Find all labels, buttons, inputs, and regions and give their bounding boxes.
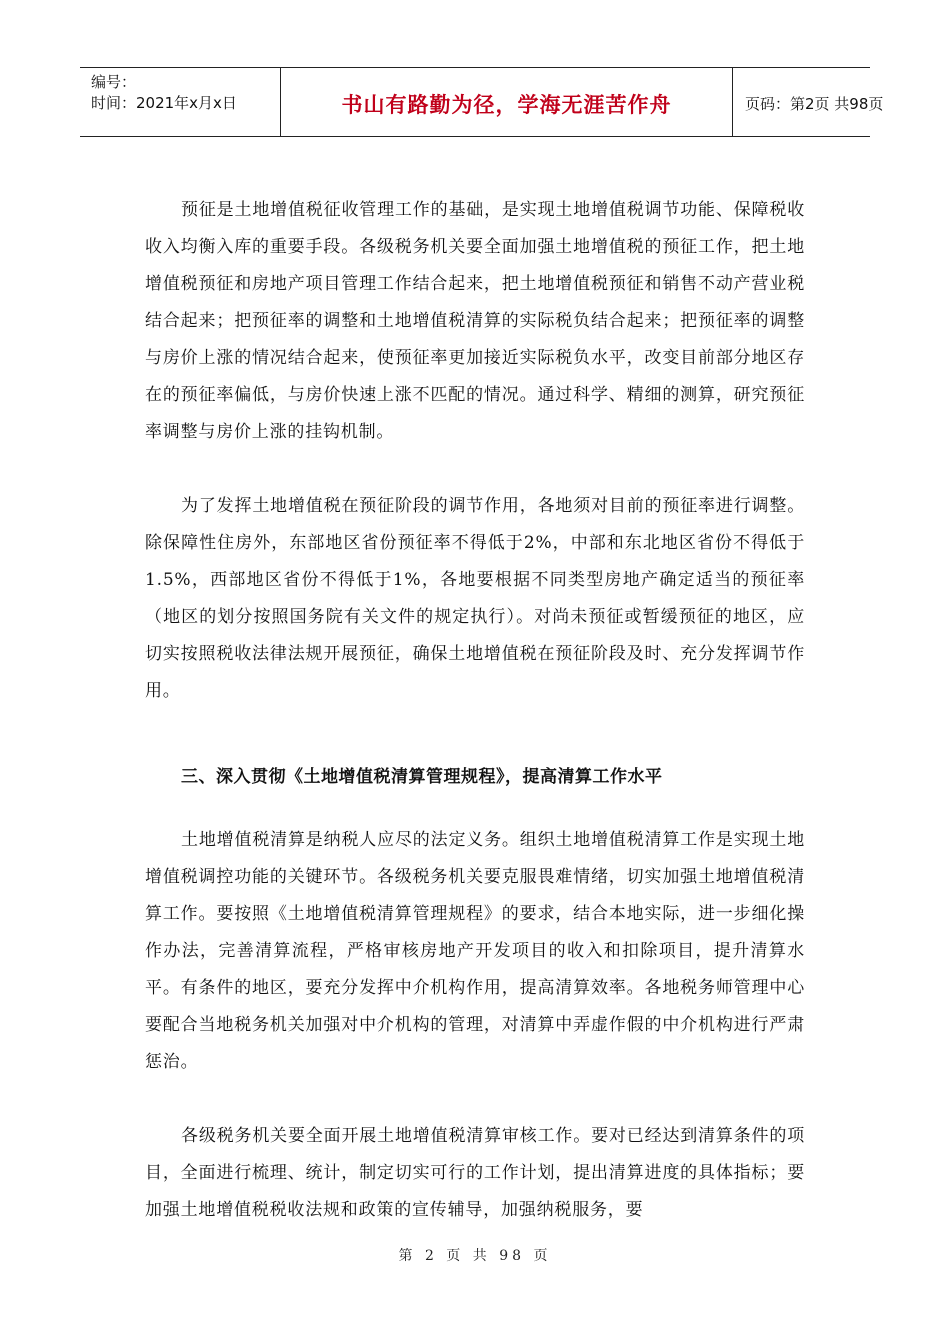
page-footer: 第 2 页 共 98 页 <box>398 1248 552 1264</box>
date-label: 时间：2021年x月x日 <box>91 94 237 112</box>
number-label: 编号： <box>91 73 137 91</box>
paragraph-prepayment-basis: 预征是土地增值税征收管理工作的基础，是实现土地增值税调节功能、保障税收收入均衡入库的重要手段。各级税务机关要全面加强土地增值税的预征工作，把土地增值税预征和房地产项目管理工作结合起来，把土地增值税预征和销售不动产营业税结合起来；把预征率的调整和土地增值税清算的实际税负结合起来；把预征率的调整与房价上涨的情况结合起来，使预征率更加接近实际税负水平，改变目前部分地区存在的预征率偏低，与房价快速上涨不匹配的情况。通过科学、精细的测算，研究预征率调整与房价上涨的挂钩机制。 <box>145 200 805 442</box>
section-heading-3: 三、深入贯彻《土地增值税清算管理规程》，提高清算工作水平 <box>181 767 663 787</box>
header-motto-cell <box>281 68 733 136</box>
header-meta-cell <box>80 68 281 136</box>
header-page-cell <box>733 68 884 136</box>
header-table <box>80 67 884 137</box>
paragraph-prepayment-rate: 为了发挥土地增值税在预征阶段的调节作用，各地须对目前的预征率进行调整。除保障性住房外，东部地区省份预征率不得低于2%，中部和东北地区省份不得低于1.5%，西部地区省份不得低于1%，各地要根据不同类型房地产确定适当的预征率（地区的划分按照国务院有关文件的规定执行）。对尚未预征或暂缓预征的地区，应切实按照税收法律法规开展预征，确保土地增值税在预征阶段及时、充分发挥调节作用。 <box>145 496 805 701</box>
page-info: 页码：第2页 共98页 <box>745 95 884 113</box>
paragraph-clearance-obligation: 土地增值税清算是纳税人应尽的法定义务。组织土地增值税清算工作是实现土地增值税调控功能的关键环节。各级税务机关要克服畏难情绪，切实加强土地增值税清算工作。要按照《土地增值税清算管理规程》的要求，结合本地实际，进一步细化操作办法，完善清算流程，严格审核房地产开发项目的收入和扣除项目，提升清算水平。有条件的地区，要充分发挥中介机构作用，提高清算效率。各地税务师管理中心要配合当地税务机关加强对中介机构的管理，对清算中弄虚作假的中介机构进行严肃惩治。 <box>145 830 805 1072</box>
motto: 书山有路勤为径，学海无涯苦作舟 <box>341 93 672 117</box>
paragraph-clearance-review: 各级税务机关要全面开展土地增值税清算审核工作。要对已经达到清算条件的项目，全面进行梳理、统计，制定切实可行的工作计划，提出清算进度的具体指标；要加强土地增值税税收法规和政策的宣传辅导，加强纳税服务，要 <box>145 1126 805 1220</box>
